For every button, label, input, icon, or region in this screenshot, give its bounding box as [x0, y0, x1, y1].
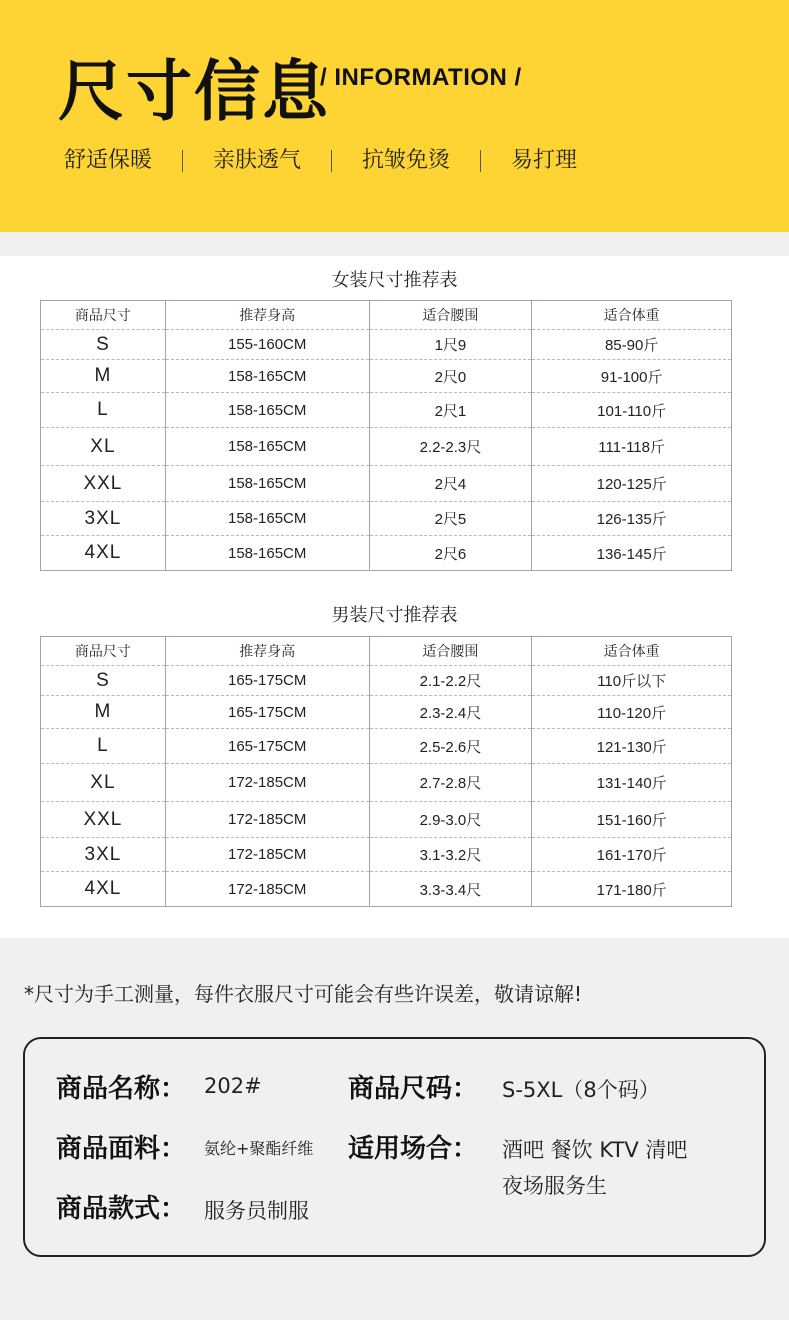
product-scene-label: 适用场合：	[348, 1134, 479, 1164]
height-cell: 172-185CM	[165, 764, 369, 802]
table-row	[41, 466, 732, 502]
product-style-label: 商品款式：	[56, 1194, 187, 1224]
size-cell: XL	[41, 428, 166, 466]
waist-cell: 3.3-3.4尺	[369, 872, 532, 907]
size-cell: 4XL	[41, 536, 166, 571]
table-row	[41, 764, 732, 802]
table-row	[41, 696, 732, 729]
height-cell: 158-165CM	[165, 536, 369, 571]
header-banner	[0, 0, 789, 232]
product-fabric-value: 氨纶+聚酯纤维	[204, 1139, 314, 1158]
product-size-label: 商品尺码：	[348, 1074, 479, 1104]
size-cell: 3XL	[41, 502, 166, 536]
waist-cell: 2.9-3.0尺	[369, 802, 532, 838]
size-cell: L	[41, 729, 166, 764]
height-cell: 165-175CM	[165, 666, 369, 696]
measurement-note: *尺寸为手工测量，每件衣服尺寸可能会有些许误差，敬请谅解!	[24, 982, 583, 1006]
feature-divider	[480, 150, 481, 172]
women-size-table	[40, 300, 732, 571]
height-cell: 172-185CM	[165, 838, 369, 872]
weight-cell: 161-170斤	[532, 838, 732, 872]
page-title: 尺寸信息	[58, 53, 330, 130]
table-row	[41, 729, 732, 764]
weight-cell: 111-118斤	[532, 428, 732, 466]
size-cell: M	[41, 360, 166, 393]
women-table-title: 女装尺寸推荐表	[331, 270, 458, 291]
table-row	[41, 666, 732, 696]
height-cell: 158-165CM	[165, 428, 369, 466]
feature-item: 舒适保暖	[64, 148, 153, 173]
size-cell: M	[41, 696, 166, 729]
feature-list	[64, 146, 577, 176]
feature-divider	[331, 150, 332, 172]
column-header: 适合体重	[532, 637, 732, 666]
table-row	[41, 330, 732, 360]
height-cell: 165-175CM	[165, 696, 369, 729]
size-cell: XXL	[41, 466, 166, 502]
column-header: 商品尺寸	[41, 637, 166, 666]
size-cell: S	[41, 330, 166, 360]
size-cell: XXL	[41, 802, 166, 838]
table-row	[41, 393, 732, 428]
size-cell: XL	[41, 764, 166, 802]
men-size-table	[40, 636, 732, 907]
size-cell: 4XL	[41, 872, 166, 907]
page-subtitle: / INFORMATION /	[320, 64, 522, 91]
waist-cell: 2尺5	[369, 502, 532, 536]
table-header-row	[41, 301, 732, 330]
table-row	[41, 502, 732, 536]
height-cell: 158-165CM	[165, 466, 369, 502]
waist-cell: 2.7-2.8尺	[369, 764, 532, 802]
table-row	[41, 536, 732, 571]
product-scene-value-line2: 夜场服务生	[502, 1174, 607, 1198]
table-row	[41, 872, 732, 907]
table-header-row	[41, 637, 732, 666]
product-style-value: 服务员制服	[204, 1199, 309, 1223]
product-name-label: 商品名称：	[56, 1074, 187, 1104]
table-row	[41, 428, 732, 466]
weight-cell: 121-130斤	[532, 729, 732, 764]
weight-cell: 126-135斤	[532, 502, 732, 536]
column-header: 推荐身高	[165, 637, 369, 666]
size-cell: 3XL	[41, 838, 166, 872]
column-header: 商品尺寸	[41, 301, 166, 330]
size-cell: S	[41, 666, 166, 696]
waist-cell: 2尺6	[369, 536, 532, 571]
waist-cell: 2.1-2.2尺	[369, 666, 532, 696]
weight-cell: 101-110斤	[532, 393, 732, 428]
height-cell: 158-165CM	[165, 360, 369, 393]
waist-cell: 1尺9	[369, 330, 532, 360]
men-table-title: 男装尺寸推荐表	[331, 605, 458, 626]
waist-cell: 3.1-3.2尺	[369, 838, 532, 872]
waist-cell: 2尺4	[369, 466, 532, 502]
waist-cell: 2.2-2.3尺	[369, 428, 532, 466]
size-cell: L	[41, 393, 166, 428]
height-cell: 155-160CM	[165, 330, 369, 360]
product-fabric-label: 商品面料：	[56, 1134, 187, 1164]
table-row	[41, 838, 732, 872]
feature-divider	[182, 150, 183, 172]
height-cell: 172-185CM	[165, 872, 369, 907]
weight-cell: 151-160斤	[532, 802, 732, 838]
column-header: 适合腰围	[369, 637, 532, 666]
weight-cell: 85-90斤	[532, 330, 732, 360]
feature-item: 亲肤透气	[213, 148, 302, 173]
product-size-value: S-5XL（8个码）	[502, 1078, 660, 1102]
table-row	[41, 802, 732, 838]
weight-cell: 136-145斤	[532, 536, 732, 571]
column-header: 推荐身高	[165, 301, 369, 330]
feature-item: 易打理	[511, 148, 578, 173]
weight-cell: 110斤以下	[532, 666, 732, 696]
column-header: 适合腰围	[369, 301, 532, 330]
waist-cell: 2.3-2.4尺	[369, 696, 532, 729]
weight-cell: 110-120斤	[532, 696, 732, 729]
weight-cell: 120-125斤	[532, 466, 732, 502]
weight-cell: 91-100斤	[532, 360, 732, 393]
weight-cell: 131-140斤	[532, 764, 732, 802]
waist-cell: 2.5-2.6尺	[369, 729, 532, 764]
table-row	[41, 360, 732, 393]
column-header: 适合体重	[532, 301, 732, 330]
product-scene-value: 酒吧 餐饮 KTV 清吧	[502, 1138, 688, 1162]
height-cell: 158-165CM	[165, 393, 369, 428]
feature-item: 抗皱免烫	[362, 148, 451, 173]
height-cell: 158-165CM	[165, 502, 369, 536]
height-cell: 172-185CM	[165, 802, 369, 838]
weight-cell: 171-180斤	[532, 872, 732, 907]
product-name-value: 202#	[204, 1074, 262, 1098]
waist-cell: 2尺0	[369, 360, 532, 393]
height-cell: 165-175CM	[165, 729, 369, 764]
waist-cell: 2尺1	[369, 393, 532, 428]
